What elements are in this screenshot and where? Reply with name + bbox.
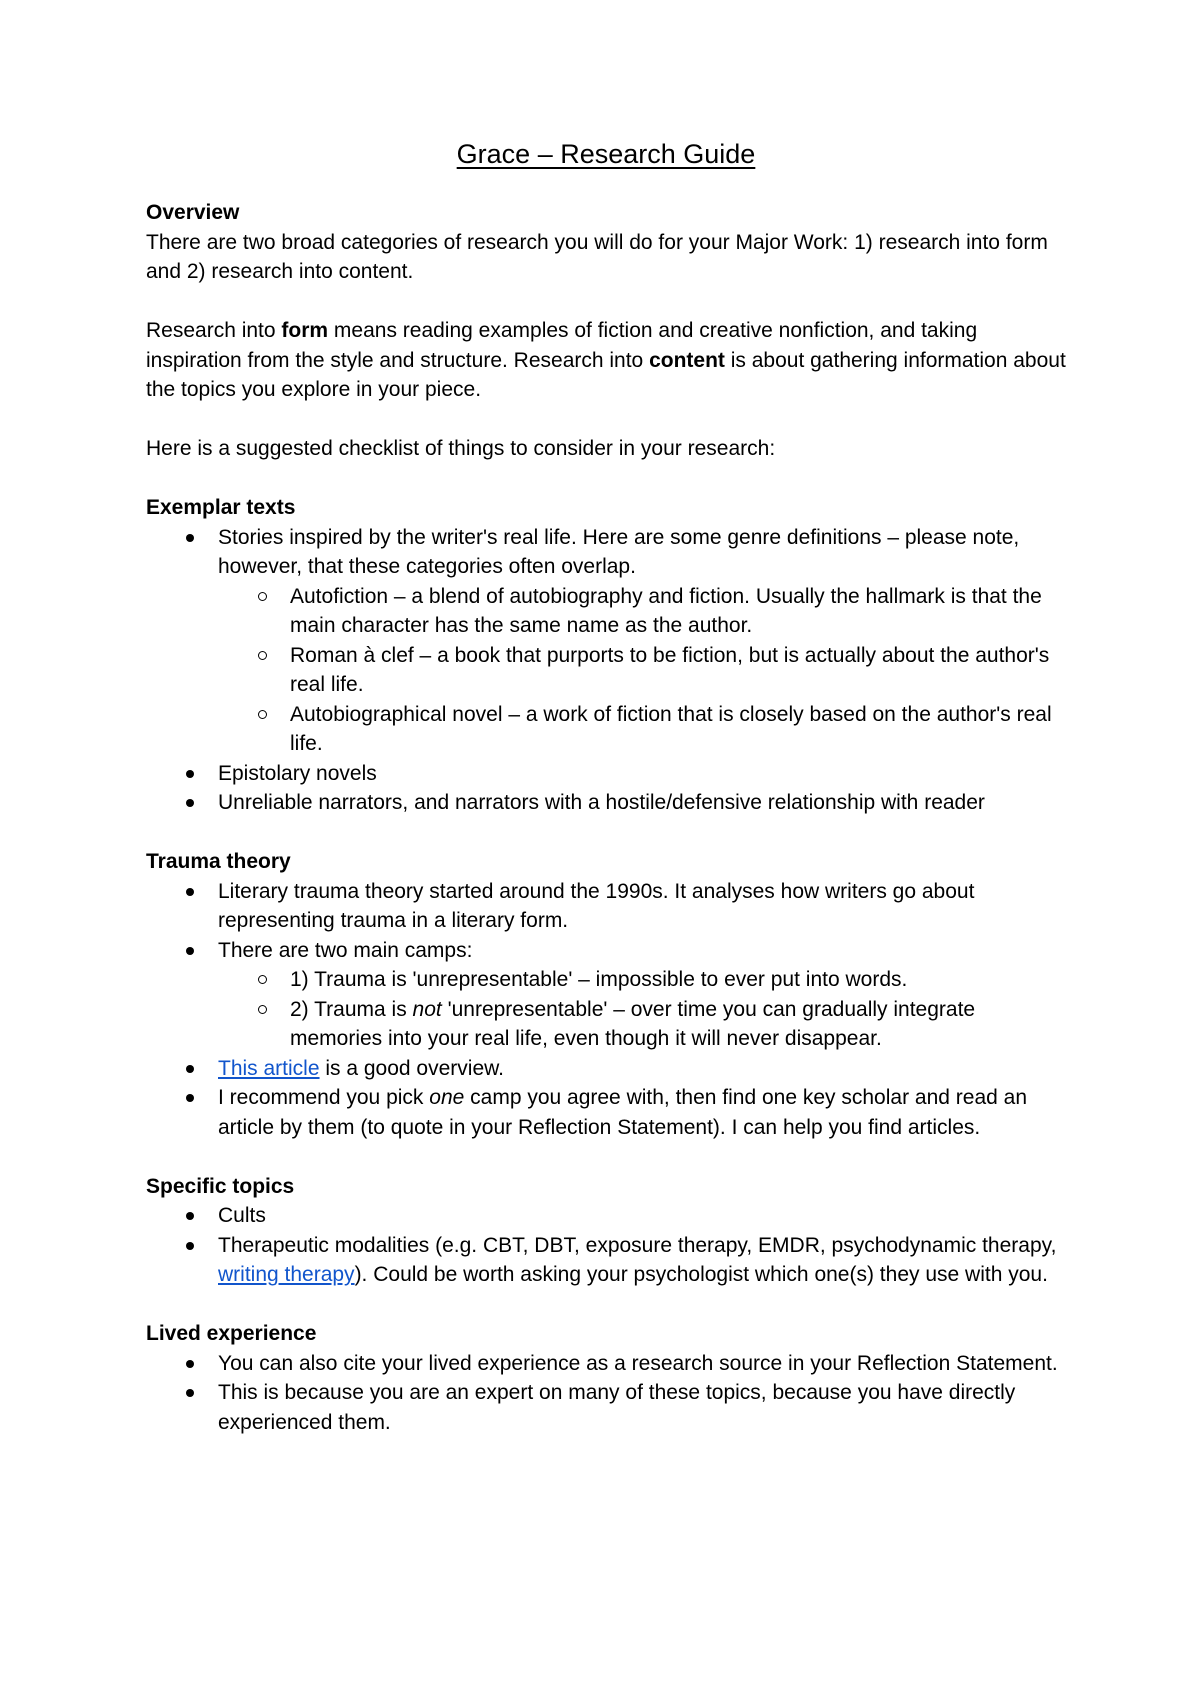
camps-sublist (218, 965, 1066, 1054)
list-item: Stories inspired by the writer's real life. Here are some genre definitions – please note, however, that these categories often overlap. Autofiction – a blend of autobiography and fiction. Usually the hallmark is that the main character has the same name as the author. Roman à clef – a book that purports to be fiction, but is actually about the author's real life. Autobiographical novel – a work of fiction that is closely based on the author's real life. (146, 523, 1066, 759)
lived-list (146, 1349, 1066, 1438)
list-item: Cults (146, 1201, 1066, 1231)
list-item: Literary trauma theory started around the 1990s. It analyses how writers go about representing trauma in a literary form. (146, 877, 1066, 936)
list-item: Therapeutic modalities (e.g. CBT, DBT, exposure therapy, EMDR, psychodynamic therapy, writing therapy). Could be worth asking your psychologist which one(s) they use with you. (146, 1231, 1066, 1290)
list-item: This is because you are an expert on many of these topics, because you have directly experienced them. (146, 1378, 1066, 1437)
document-body (146, 136, 1066, 1437)
list-item: There are two main camps: 1) Trauma is 'unrepresentable' – impossible to ever put into words. 2) Trauma is not 'unrepresentable' – over time you can gradually integrate memories into your real life, even though it will never disappear. (146, 936, 1066, 1054)
section-heading-lived: Lived experience (146, 1322, 317, 1345)
overview-paragraph-1: There are two broad categories of research you will do for your Major Work: 1) research into form and 2) research into content. (146, 230, 1048, 283)
trauma-list (146, 877, 1066, 1143)
overview-paragraph-3: Here is a suggested checklist of things to consider in your research: (146, 437, 776, 460)
emphasis-form: form (281, 319, 329, 342)
list-item: Unreliable narrators, and narrators with a hostile/defensive relationship with reader (146, 788, 1066, 818)
list-item: Roman à clef – a book that purports to be fiction, but is actually about the author's real life. (218, 641, 1066, 700)
topics-list (146, 1201, 1066, 1290)
section-heading-trauma: Trauma theory (146, 850, 291, 873)
section-heading-overview: Overview (146, 201, 240, 224)
writing-therapy-link[interactable]: writing therapy (218, 1263, 355, 1286)
list-item: 2) Trauma is not 'unrepresentable' – over time you can gradually integrate memories into your real life, even though it will never disappear. (218, 995, 1066, 1054)
list-item: This article is a good overview. (146, 1054, 1066, 1084)
exemplar-list (146, 523, 1066, 818)
list-item: You can also cite your lived experience as a research source in your Reflection Statement. (146, 1349, 1066, 1379)
overview-paragraph-2: Research into form means reading examples of fiction and creative nonfiction, and taking inspiration from the style and structure. Research into content is about gathering information about the topics you explore in your piece. (146, 319, 1066, 401)
genre-sublist (218, 582, 1066, 759)
emphasis-content: content (649, 348, 725, 372)
list-item: Autobiographical novel – a work of fiction that is closely based on the author's real life. (218, 700, 1066, 759)
list-item: Epistolary novels (146, 759, 1066, 789)
list-item: Autofiction – a blend of autobiography and fiction. Usually the hallmark is that the main character has the same name as the author. (218, 582, 1066, 641)
list-item: 1) Trauma is 'unrepresentable' – impossible to ever put into words. (218, 965, 1066, 995)
section-heading-topics: Specific topics (146, 1174, 295, 1198)
section-heading-exemplar: Exemplar texts (146, 496, 296, 519)
page-title: Grace – Research Guide (456, 139, 756, 169)
this-article-link[interactable]: This article (218, 1056, 320, 1080)
list-item: I recommend you pick one camp you agree with, then find one key scholar and read an article by them (to quote in your Reflection Statement). I can help you find articles. (146, 1083, 1066, 1142)
